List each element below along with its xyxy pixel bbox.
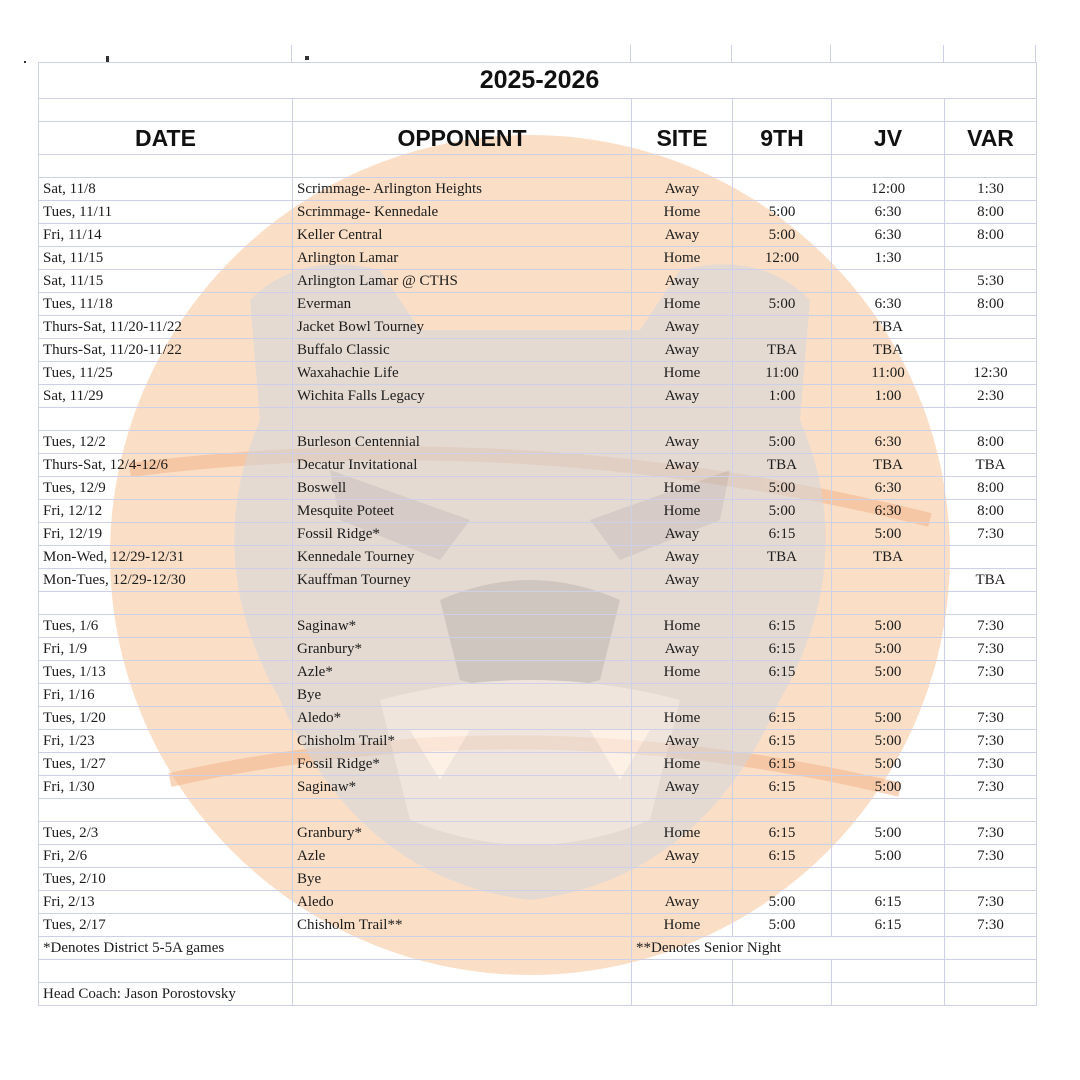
cell-9th: 6:15	[733, 523, 832, 546]
cell-9th: 5:00	[733, 224, 832, 247]
cell-site: Away	[632, 178, 733, 201]
cell-var: 7:30	[945, 891, 1037, 914]
cell-9th: 5:00	[733, 477, 832, 500]
cell-var: 12:30	[945, 362, 1037, 385]
cell-9th: 5:00	[733, 914, 832, 937]
spacer-row	[39, 408, 1037, 431]
cell-opponent: Decatur Invitational	[293, 454, 632, 477]
header-opponent: OPPONENT	[293, 122, 632, 155]
cell-date: Tues, 1/6	[39, 615, 293, 638]
cell-opponent: Wichita Falls Legacy	[293, 385, 632, 408]
cell-date: Thurs-Sat, 12/4-12/6	[39, 454, 293, 477]
cell-jv: 6:30	[832, 477, 945, 500]
table-row	[39, 776, 1037, 799]
cell-opponent: Fossil Ridge*	[293, 753, 632, 776]
cell-site: Away	[632, 454, 733, 477]
title-row	[39, 63, 1037, 99]
cell-opponent: Bye	[293, 684, 632, 707]
cell-var: 7:30	[945, 776, 1037, 799]
cropped-text-fragment	[106, 56, 109, 62]
cell-site: Home	[632, 293, 733, 316]
cell-date: Tues, 11/25	[39, 362, 293, 385]
cell-9th: 5:00	[733, 500, 832, 523]
header-jv: JV	[832, 122, 945, 155]
cell-opponent: Scrimmage- Kennedale	[293, 201, 632, 224]
cell-opponent: Granbury*	[293, 822, 632, 845]
table-row	[39, 845, 1037, 868]
cell-site: Home	[632, 753, 733, 776]
cell-site: Home	[632, 661, 733, 684]
cell-date: Fri, 12/19	[39, 523, 293, 546]
table-row	[39, 362, 1037, 385]
cell-9th	[733, 569, 832, 592]
cell-site: Home	[632, 914, 733, 937]
cell-site: Away	[632, 224, 733, 247]
header-var: VAR	[945, 122, 1037, 155]
cell-site	[632, 868, 733, 891]
table-row	[39, 293, 1037, 316]
cell-var: 8:00	[945, 431, 1037, 454]
cell-opponent: Keller Central	[293, 224, 632, 247]
table-row	[39, 822, 1037, 845]
cell-jv: 6:30	[832, 293, 945, 316]
cell-opponent: Scrimmage- Arlington Heights	[293, 178, 632, 201]
coach-row	[39, 983, 1037, 1006]
cell-date: Fri, 12/12	[39, 500, 293, 523]
cell-site: Away	[632, 316, 733, 339]
cell-jv	[832, 868, 945, 891]
cell-opponent: Chisholm Trail*	[293, 730, 632, 753]
cell-jv: 5:00	[832, 730, 945, 753]
cell-site: Home	[632, 500, 733, 523]
cell-var: 1:30	[945, 178, 1037, 201]
cell-jv: 12:00	[832, 178, 945, 201]
cell-jv: 6:30	[832, 500, 945, 523]
cell-opponent: Chisholm Trail**	[293, 914, 632, 937]
table-row	[39, 224, 1037, 247]
header-row	[39, 122, 1037, 155]
cell-site: Away	[632, 730, 733, 753]
cell-9th: 6:15	[733, 707, 832, 730]
cell-site: Away	[632, 546, 733, 569]
cell-date: Sat, 11/15	[39, 270, 293, 293]
cell-9th: 6:15	[733, 615, 832, 638]
table-row	[39, 454, 1037, 477]
cell-9th: 6:15	[733, 822, 832, 845]
cell-site: Away	[632, 523, 733, 546]
cell-date: Tues, 2/17	[39, 914, 293, 937]
cell-var	[945, 316, 1037, 339]
cell-date: Tues, 1/13	[39, 661, 293, 684]
cell-opponent: Granbury*	[293, 638, 632, 661]
cell-site: Home	[632, 247, 733, 270]
cell-9th	[733, 178, 832, 201]
table-row	[39, 753, 1037, 776]
cell-date: Tues, 1/20	[39, 707, 293, 730]
table-row	[39, 730, 1037, 753]
cell-jv: 11:00	[832, 362, 945, 385]
senior-night-note: **Denotes Senior Night	[632, 937, 945, 960]
cell-9th: TBA	[733, 454, 832, 477]
cell-date: Tues, 12/2	[39, 431, 293, 454]
table-row	[39, 339, 1037, 362]
cell-9th: 6:15	[733, 730, 832, 753]
cell-9th: 6:15	[733, 753, 832, 776]
cell-9th: 6:15	[733, 776, 832, 799]
cell-site: Away	[632, 569, 733, 592]
cell-date: Thurs-Sat, 11/20-11/22	[39, 316, 293, 339]
cell-opponent: Arlington Lamar @ CTHS	[293, 270, 632, 293]
cell-opponent: Waxahachie Life	[293, 362, 632, 385]
cell-jv	[832, 684, 945, 707]
cell-jv: 5:00	[832, 822, 945, 845]
cell-jv: 5:00	[832, 638, 945, 661]
cell-var: 7:30	[945, 845, 1037, 868]
cell-var: 7:30	[945, 523, 1037, 546]
cell-site: Away	[632, 891, 733, 914]
cell-opponent: Aledo	[293, 891, 632, 914]
header-site: SITE	[632, 122, 733, 155]
table-row	[39, 431, 1037, 454]
cropped-top-row	[38, 45, 1036, 62]
cell-opponent: Burleson Centennial	[293, 431, 632, 454]
cell-jv: TBA	[832, 546, 945, 569]
schedule-body	[39, 63, 1037, 1006]
cell-9th: 12:00	[733, 247, 832, 270]
cell-date: Fri, 2/13	[39, 891, 293, 914]
cell-date: Fri, 2/6	[39, 845, 293, 868]
cell-site: Away	[632, 638, 733, 661]
cell-date: Fri, 1/23	[39, 730, 293, 753]
cell-var: 2:30	[945, 385, 1037, 408]
cell-var: 7:30	[945, 615, 1037, 638]
cell-opponent: Fossil Ridge*	[293, 523, 632, 546]
cell-jv: 5:00	[832, 661, 945, 684]
cell-opponent: Azle	[293, 845, 632, 868]
cell-opponent: Jacket Bowl Tourney	[293, 316, 632, 339]
cell-opponent: Saginaw*	[293, 615, 632, 638]
district-note: *Denotes District 5-5A games	[39, 937, 293, 960]
cell-date: Sat, 11/15	[39, 247, 293, 270]
cell-opponent: Azle*	[293, 661, 632, 684]
cell-9th: 6:15	[733, 845, 832, 868]
cell-var: 5:30	[945, 270, 1037, 293]
table-row	[39, 201, 1037, 224]
cell-9th: 1:00	[733, 385, 832, 408]
cell-jv: 5:00	[832, 707, 945, 730]
cell-opponent: Bye	[293, 868, 632, 891]
cell-jv: 5:00	[832, 615, 945, 638]
table-row	[39, 684, 1037, 707]
cell-9th: 6:15	[733, 661, 832, 684]
footer-notes-row	[39, 937, 1037, 960]
cell-9th: 6:15	[733, 638, 832, 661]
cell-var	[945, 247, 1037, 270]
cell-jv: TBA	[832, 339, 945, 362]
table-row	[39, 569, 1037, 592]
cell-site: Home	[632, 201, 733, 224]
cell-jv: 6:30	[832, 201, 945, 224]
cell-var: 7:30	[945, 730, 1037, 753]
cell-9th	[733, 270, 832, 293]
cell-date: Tues, 11/18	[39, 293, 293, 316]
table-row	[39, 546, 1037, 569]
cell-site: Home	[632, 362, 733, 385]
table-row	[39, 316, 1037, 339]
header-9th: 9TH	[733, 122, 832, 155]
cell-jv: 6:15	[832, 914, 945, 937]
head-coach: Head Coach: Jason Porostovsky	[39, 983, 293, 1006]
cell-var: 8:00	[945, 224, 1037, 247]
table-row	[39, 178, 1037, 201]
table-row	[39, 661, 1037, 684]
cell-opponent: Saginaw*	[293, 776, 632, 799]
cropped-text-fragment	[305, 56, 309, 60]
table-row	[39, 891, 1037, 914]
table-row	[39, 385, 1037, 408]
spacer-row	[39, 155, 1037, 178]
table-row	[39, 477, 1037, 500]
cell-date: Fri, 1/30	[39, 776, 293, 799]
cell-9th	[733, 868, 832, 891]
table-row	[39, 270, 1037, 293]
cell-site: Away	[632, 845, 733, 868]
cell-date: Fri, 1/16	[39, 684, 293, 707]
cell-var: 7:30	[945, 638, 1037, 661]
cell-jv: TBA	[832, 454, 945, 477]
cell-date: Fri, 1/9	[39, 638, 293, 661]
cell-site: Away	[632, 385, 733, 408]
cell-opponent: Buffalo Classic	[293, 339, 632, 362]
cropped-text-fragment	[24, 61, 26, 63]
cell-var: 8:00	[945, 293, 1037, 316]
cell-jv: 1:30	[832, 247, 945, 270]
cell-var: 8:00	[945, 201, 1037, 224]
spacer-row	[39, 960, 1037, 983]
table-row	[39, 868, 1037, 891]
spacer-row	[39, 799, 1037, 822]
cell-opponent: Mesquite Poteet	[293, 500, 632, 523]
cell-date: Fri, 11/14	[39, 224, 293, 247]
cell-var: 7:30	[945, 822, 1037, 845]
cell-date: Thurs-Sat, 11/20-11/22	[39, 339, 293, 362]
cell-site: Home	[632, 822, 733, 845]
cell-date: Sat, 11/8	[39, 178, 293, 201]
cell-site: Away	[632, 431, 733, 454]
cell-var: 7:30	[945, 914, 1037, 937]
cell-date: Tues, 2/3	[39, 822, 293, 845]
cell-jv: 1:00	[832, 385, 945, 408]
cell-var: 7:30	[945, 661, 1037, 684]
cell-jv: 6:30	[832, 224, 945, 247]
cell-var	[945, 339, 1037, 362]
cell-date: Tues, 12/9	[39, 477, 293, 500]
cell-site: Home	[632, 477, 733, 500]
table-row	[39, 707, 1037, 730]
cell-var: 8:00	[945, 500, 1037, 523]
cell-9th: 11:00	[733, 362, 832, 385]
cell-jv: TBA	[832, 316, 945, 339]
cell-var: 7:30	[945, 753, 1037, 776]
cell-date: Sat, 11/29	[39, 385, 293, 408]
cell-date: Tues, 1/27	[39, 753, 293, 776]
header-date: DATE	[39, 122, 293, 155]
spacer-row	[39, 592, 1037, 615]
cell-9th: TBA	[733, 339, 832, 362]
cell-var: TBA	[945, 454, 1037, 477]
cell-opponent: Kennedale Tourney	[293, 546, 632, 569]
table-row	[39, 247, 1037, 270]
cell-opponent: Aledo*	[293, 707, 632, 730]
cell-var: 8:00	[945, 477, 1037, 500]
cell-site	[632, 684, 733, 707]
cell-date: Tues, 2/10	[39, 868, 293, 891]
cell-opponent: Arlington Lamar	[293, 247, 632, 270]
cell-site: Away	[632, 339, 733, 362]
cell-jv: 5:00	[832, 776, 945, 799]
table-row	[39, 615, 1037, 638]
cell-9th	[733, 684, 832, 707]
cell-jv	[832, 270, 945, 293]
cell-jv	[832, 569, 945, 592]
cell-9th: 5:00	[733, 891, 832, 914]
cell-site: Away	[632, 776, 733, 799]
cell-opponent: Everman	[293, 293, 632, 316]
cell-9th	[733, 316, 832, 339]
cell-jv: 5:00	[832, 753, 945, 776]
cell-var	[945, 868, 1037, 891]
cell-site: Away	[632, 270, 733, 293]
table-row	[39, 638, 1037, 661]
cell-jv: 5:00	[832, 523, 945, 546]
cell-jv: 6:30	[832, 431, 945, 454]
season-title: 2025-2026	[39, 63, 1037, 99]
cell-var	[945, 546, 1037, 569]
spacer-row	[39, 99, 1037, 122]
schedule-table	[38, 62, 1037, 1006]
table-row	[39, 914, 1037, 937]
cell-9th: 5:00	[733, 431, 832, 454]
cell-jv: 6:15	[832, 891, 945, 914]
cell-var: TBA	[945, 569, 1037, 592]
cell-9th: 5:00	[733, 293, 832, 316]
table-row	[39, 500, 1037, 523]
cell-var	[945, 684, 1037, 707]
cell-date: Tues, 11/11	[39, 201, 293, 224]
cell-9th: TBA	[733, 546, 832, 569]
table-row	[39, 523, 1037, 546]
cell-site: Home	[632, 707, 733, 730]
cell-date: Mon-Wed, 12/29-12/31	[39, 546, 293, 569]
cell-var: 7:30	[945, 707, 1037, 730]
cell-jv: 5:00	[832, 845, 945, 868]
cell-site: Home	[632, 615, 733, 638]
cell-9th: 5:00	[733, 201, 832, 224]
cell-opponent: Kauffman Tourney	[293, 569, 632, 592]
cell-opponent: Boswell	[293, 477, 632, 500]
cell-date: Mon-Tues, 12/29-12/30	[39, 569, 293, 592]
